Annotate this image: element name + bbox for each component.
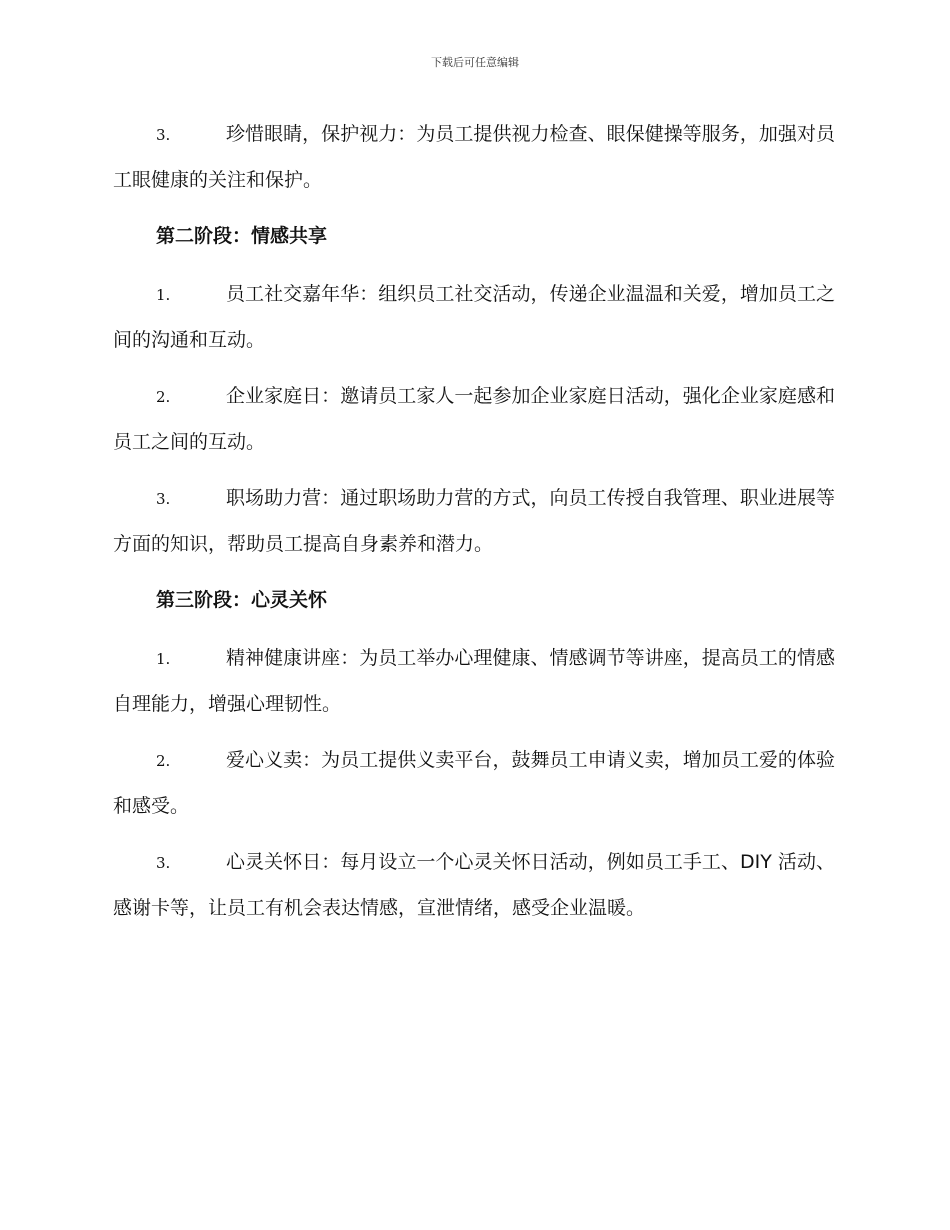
item-text: 企业家庭日：邀请员工家人一起参加企业家庭日活动，强化企业家庭感和员工之间的互动。 bbox=[113, 385, 835, 453]
item-number: 1. bbox=[156, 286, 171, 304]
list-item bbox=[113, 112, 835, 203]
item-number: 3. bbox=[156, 854, 171, 872]
list-item bbox=[113, 738, 835, 829]
list-item bbox=[113, 374, 835, 465]
item-number: 1. bbox=[156, 650, 171, 668]
list-item bbox=[113, 476, 835, 567]
item-number: 3. bbox=[156, 126, 171, 144]
document-body bbox=[113, 112, 835, 942]
list-item bbox=[113, 272, 835, 363]
item-text: 员工社交嘉年华：组织员工社交活动，传递企业温温和关爱，增加员工之间的沟通和互动。 bbox=[113, 283, 835, 351]
list-item bbox=[113, 636, 835, 727]
item-text: 爱心义卖：为员工提供义卖平台，鼓舞员工申请义卖，增加员工爱的体验和感受。 bbox=[113, 749, 835, 817]
section-heading: 第三阶段：心灵关怀 bbox=[156, 589, 328, 611]
item-text: 心灵关怀日：每月设立一个心灵关怀日活动，例如员工手工、DIY 活动、感谢卡等，让员工有机会表达情感，宣泄情绪，感受企业温暖。 bbox=[113, 851, 835, 919]
item-text: 珍惜眼睛，保护视力：为员工提供视力检查、眼保健操等服务，加强对员工眼健康的关注和保护。 bbox=[113, 123, 835, 191]
section-heading: 第二阶段：情感共享 bbox=[156, 225, 328, 247]
page-header: 下载后可任意编辑 bbox=[431, 56, 519, 69]
item-text: 职场助力营：通过职场助力营的方式，向员工传授自我管理、职业进展等方面的知识，帮助员工提高自身素养和潜力。 bbox=[113, 487, 835, 555]
item-text: 精神健康讲座：为员工举办心理健康、情感调节等讲座，提高员工的情感自理能力，增强心理韧性。 bbox=[113, 647, 835, 715]
item-number: 3. bbox=[156, 490, 171, 508]
item-number: 2. bbox=[156, 388, 171, 406]
item-number: 2. bbox=[156, 752, 171, 770]
list-item bbox=[113, 840, 835, 931]
